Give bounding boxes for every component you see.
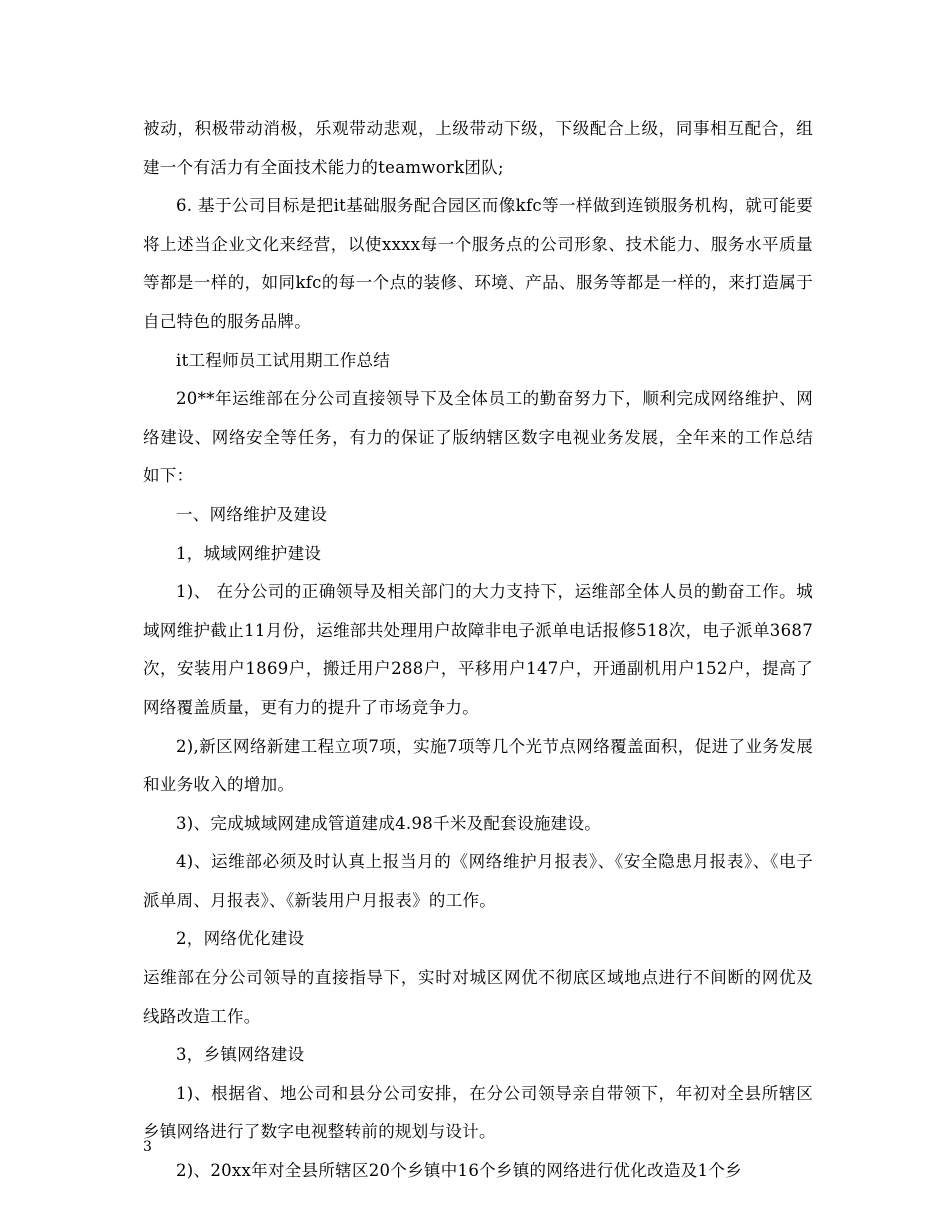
document-body — [143, 110, 813, 1191]
subsection-heading: 1，城域网维护建设 — [176, 543, 322, 563]
paragraph: 6. 基于公司目标是把it基础服务配合园区而像kfc等一样做到连锁服务机构，就可能要将上述当企业文化来经营，以使xxxx每一个服务点的公司形象、技术能力、服务水平质量等都是一样的，如同kfc的每一个点的装修、环境、产品、服务等都是一样的，来打造属于自己特色的服务品牌。 — [143, 196, 813, 331]
paragraph: 2),新区网络新建工程立项7项，实施7项等几个光节点网络覆盖面积，促进了业务发展和业务收入的增加。 — [143, 736, 813, 795]
paragraph: 4)、运维部必须及时认真上报当月的《网络维护月报表》、《安全隐患月报表》、《电子派单周、月报表》、《新装用户月报表》的工作。 — [143, 852, 813, 910]
section-heading: 一、网络维护及建设 — [176, 504, 328, 524]
subsection-heading: 2，网络优化建设 — [176, 929, 305, 949]
paragraph: 3)、完成城域网建成管道建成4.98千米及配套设施建设。 — [176, 813, 602, 833]
subsection-heading: 3，乡镇网络建设 — [176, 1045, 305, 1065]
page-number: 3 — [143, 1139, 152, 1155]
paragraph: 1)、根据省、地公司和县分公司安排，在分公司领导亲自带领下，年初对全县所辖区乡镇网络进行了数字电视整转前的规划与设计。 — [143, 1083, 813, 1142]
paragraph: 20**年运维部在分公司直接领导下及全体员工的勤奋努力下，顺利完成网络维护、网络建设、网络安全等任务，有力的保证了版纳辖区数字电视业务发展，全年来的工作总结如下： — [143, 389, 813, 486]
paragraph: 被动，积极带动消极，乐观带动悲观，上级带动下级，下级配合上级，同事相互配合，组建一个有活力有全面技术能力的teamwork团队; — [143, 119, 813, 177]
paragraph: 2)、20xx年对全县所辖区20个乡镇中16个乡镇的网络进行优化改造及1个乡 — [176, 1161, 742, 1181]
section-title: it工程师员工试用期工作总结 — [176, 350, 391, 370]
paragraph: 运维部在分公司领导的直接指导下，实时对城区网优不彻底区域地点进行不间断的网优及线路改造工作。 — [143, 968, 813, 1026]
paragraph: 1)、 在分公司的正确领导及相关部门的大力支持下，运维部全体人员的勤奋工作。城域网维护截止11月份，运维部共处理用户故障非电子派单电话报修518次，电子派单3687次，安装用户1869户，搬迁用户288户，平移用户147户，开通副机用户152户，提高了网络覆盖质量，更有力的提升了市场竞争力。 — [143, 582, 813, 717]
